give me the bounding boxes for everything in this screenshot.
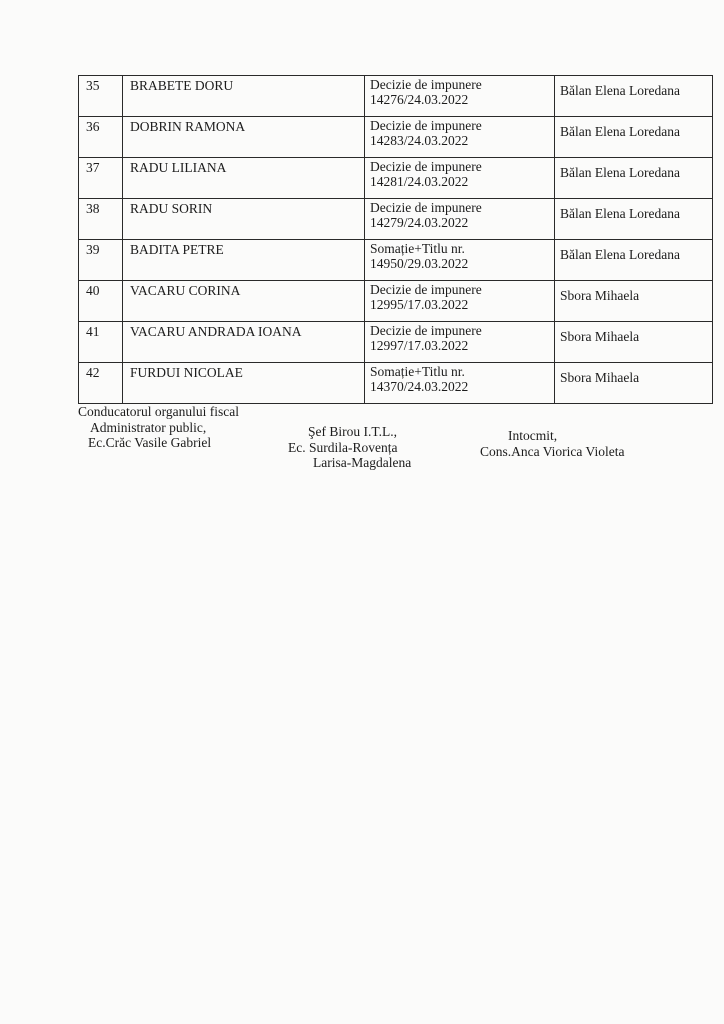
signature-title: Conducatorul organului fiscal (78, 404, 239, 419)
row-number: 39 (79, 240, 123, 281)
document-cell (365, 281, 555, 322)
taxpayer-name: FURDUI NICOLAE (123, 363, 365, 404)
taxpayer-name: BADITA PETRE (123, 240, 365, 281)
document-type: Decizie de impunere (370, 77, 482, 92)
agent-name: Bălan Elena Loredana (555, 117, 713, 158)
signature-title: Intocmit, (508, 428, 558, 443)
document-reference: 14370/24.03.2022 (370, 379, 469, 394)
signature-title: Şef Birou I.T.L., (308, 424, 397, 439)
row-number: 38 (79, 199, 123, 240)
row-number: 40 (79, 281, 123, 322)
records-table (78, 75, 713, 404)
signature-block-office-head (288, 424, 411, 471)
row-number: 35 (79, 76, 123, 117)
row-number: 36 (79, 117, 123, 158)
table-row (79, 240, 713, 281)
document-cell (365, 76, 555, 117)
document-type: Somație+Titlu nr. (370, 241, 465, 256)
document-cell (365, 363, 555, 404)
document-reference: 14281/24.03.2022 (370, 174, 469, 189)
document-type: Decizie de impunere (370, 200, 482, 215)
document-cell (365, 158, 555, 199)
document-reference: 14279/24.03.2022 (370, 215, 469, 230)
table-row (79, 199, 713, 240)
taxpayer-name: RADU SORIN (123, 199, 365, 240)
taxpayer-name: DOBRIN RAMONA (123, 117, 365, 158)
document-reference: 14276/24.03.2022 (370, 92, 469, 107)
row-number: 42 (79, 363, 123, 404)
taxpayer-name: VACARU CORINA (123, 281, 365, 322)
document-type: Decizie de impunere (370, 323, 482, 338)
document-reference: 12995/17.03.2022 (370, 297, 469, 312)
signature-block-prepared-by (480, 428, 624, 459)
row-number: 37 (79, 158, 123, 199)
document-reference: 14950/29.03.2022 (370, 256, 469, 271)
records-table-body (79, 76, 713, 404)
agent-name: Sbora Mihaela (555, 281, 713, 322)
taxpayer-name: RADU LILIANA (123, 158, 365, 199)
signature-name-continued: Larisa-Magdalena (313, 455, 412, 470)
signature-block-head-of-fiscal-body (78, 404, 239, 451)
document-cell (365, 117, 555, 158)
agent-name: Bălan Elena Loredana (555, 158, 713, 199)
signature-name: Ec.Crăc Vasile Gabriel (88, 435, 212, 450)
taxpayer-name: VACARU ANDRADA IOANA (123, 322, 365, 363)
signature-name: Cons.Anca Viorica Violeta (480, 443, 625, 459)
agent-name: Sbora Mihaela (555, 363, 713, 404)
table-row (79, 322, 713, 363)
agent-name: Bălan Elena Loredana (555, 240, 713, 281)
document-cell (365, 199, 555, 240)
agent-name: Bălan Elena Loredana (555, 199, 713, 240)
table-row (79, 363, 713, 404)
document-cell (365, 240, 555, 281)
agent-name: Bălan Elena Loredana (555, 76, 713, 117)
signature-name: Ec. Surdila-Rovența (288, 439, 398, 455)
document-cell (365, 322, 555, 363)
agent-name: Sbora Mihaela (555, 322, 713, 363)
signature-role: Administrator public, (90, 419, 207, 435)
row-number: 41 (79, 322, 123, 363)
table-row (79, 281, 713, 322)
table-row (79, 158, 713, 199)
document-type: Decizie de impunere (370, 282, 482, 297)
document-type: Decizie de impunere (370, 159, 482, 174)
taxpayer-name: BRABETE DORU (123, 76, 365, 117)
document-reference: 12997/17.03.2022 (370, 338, 469, 353)
table-row (79, 117, 713, 158)
document-reference: 14283/24.03.2022 (370, 133, 469, 148)
table-row (79, 76, 713, 117)
document-type: Decizie de impunere (370, 118, 482, 133)
document-type: Somație+Titlu nr. (370, 364, 465, 379)
